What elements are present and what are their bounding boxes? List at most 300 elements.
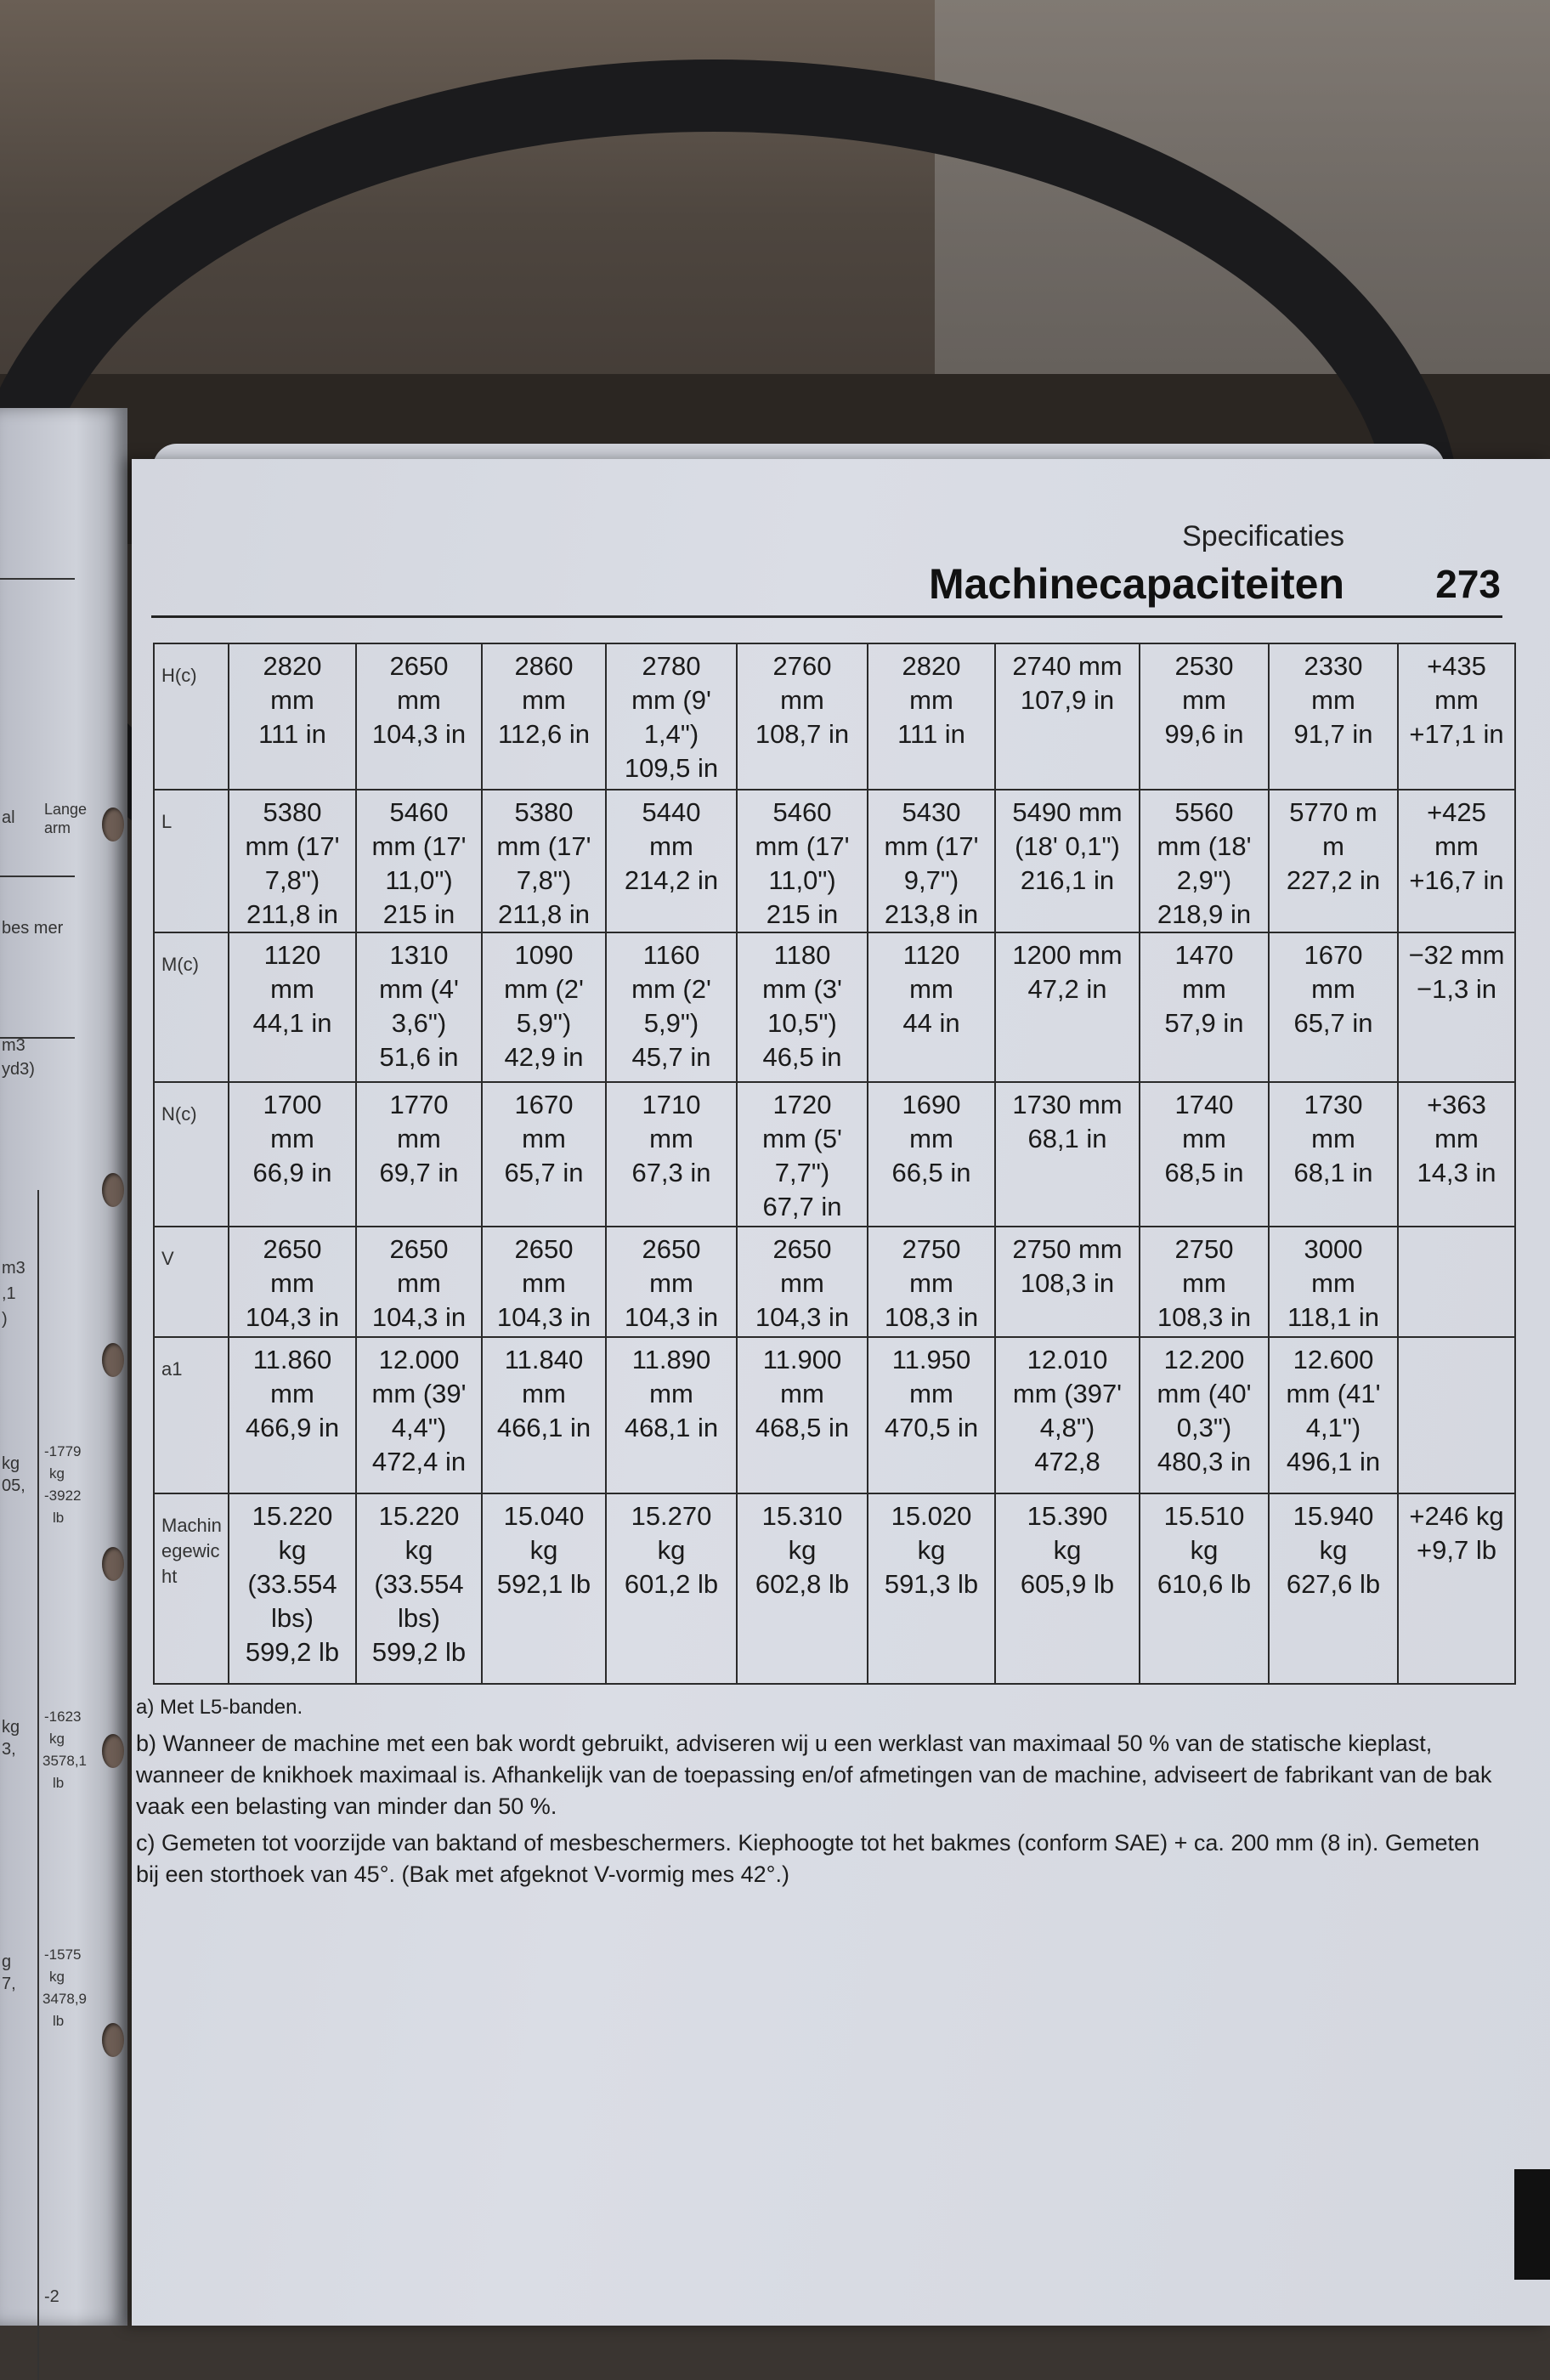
cell-line: 5380	[514, 797, 574, 827]
cell-line: 605,9 lb	[1020, 1569, 1115, 1599]
cell-line: 4,1")	[1305, 1413, 1361, 1442]
row-label-line: Machin	[161, 1515, 222, 1536]
binder-hole	[102, 2023, 124, 2057]
table-cell	[995, 1493, 1140, 1684]
left-page-text: -1575	[44, 1946, 82, 1963]
cell-line: +9,7 lb	[1417, 1535, 1496, 1565]
cell-line: 2750	[1174, 1234, 1234, 1264]
cell-line: 108,3 in	[884, 1302, 979, 1332]
cell-line: mm	[909, 1379, 953, 1408]
cell-line: 1710	[642, 1090, 701, 1119]
cell-line: mm	[397, 685, 441, 715]
cell-line: 610,6 lb	[1157, 1569, 1252, 1599]
table-cell	[995, 643, 1140, 790]
binder-hole	[102, 1734, 124, 1768]
left-page-text: kg	[49, 1465, 65, 1482]
cell-line: 215 in	[766, 899, 839, 929]
cell-line: 15.270	[631, 1501, 712, 1531]
table-cell	[1398, 643, 1515, 790]
cell-line: 67,3 in	[631, 1158, 711, 1187]
table-cell	[229, 932, 356, 1082]
left-page-text: -1779	[44, 1443, 82, 1459]
cell-line: 472,4 in	[371, 1447, 467, 1476]
cell-line: mm	[270, 1124, 314, 1153]
cell-line: mm	[270, 1268, 314, 1298]
cell-line: 5460	[389, 797, 449, 827]
cell-line: 15.510	[1163, 1501, 1245, 1531]
table-cell	[229, 790, 356, 932]
cell-line: lbs)	[398, 1603, 440, 1633]
cell-line: mm (3'	[762, 974, 842, 1004]
cell-line: 7,7")	[774, 1158, 830, 1187]
cell-line: 1700	[263, 1090, 322, 1119]
left-page-rule	[0, 876, 75, 877]
cell-line: (33.554	[247, 1569, 337, 1599]
cell-line: kg	[278, 1535, 307, 1565]
cell-line: lbs)	[271, 1603, 314, 1633]
table-cell	[737, 932, 868, 1082]
left-page-text: kg	[49, 1969, 65, 1985]
capacity-table-body	[154, 643, 1515, 1684]
table-cell	[606, 643, 737, 790]
binder-hole	[102, 808, 124, 842]
table-cell	[229, 1337, 356, 1493]
cell-line: mm (17'	[884, 831, 979, 861]
cell-line: 480,3 in	[1157, 1447, 1252, 1476]
cell-line: 65,7 in	[504, 1158, 584, 1187]
cell-line: mm (5'	[762, 1124, 842, 1153]
table-cell	[1140, 1337, 1269, 1493]
cell-line: 2650	[642, 1234, 701, 1264]
table-cell	[482, 1337, 606, 1493]
cell-line: 91,7 in	[1293, 719, 1373, 749]
cell-line: 2750 mm	[1012, 1234, 1123, 1264]
cell-line: 15.310	[761, 1501, 843, 1531]
row-label: a1	[154, 1337, 229, 1493]
cell-line: 215 in	[382, 899, 455, 929]
table-cell	[356, 643, 482, 790]
cell-line: 14,3 in	[1417, 1158, 1496, 1187]
cell-line: mm (40'	[1157, 1379, 1252, 1408]
cell-line: 1120	[263, 940, 321, 970]
page-index-tab	[1514, 2169, 1550, 2280]
cell-line: 66,9 in	[252, 1158, 332, 1187]
cell-line: 2650	[389, 1234, 449, 1264]
cell-line: mm (397'	[1012, 1379, 1123, 1408]
cell-line: kg	[404, 1535, 433, 1565]
left-page-text: 3,	[2, 1740, 16, 1759]
cell-line: 1730 mm	[1012, 1090, 1123, 1119]
cell-line: 104,3 in	[371, 1302, 467, 1332]
table-cell	[356, 1337, 482, 1493]
left-page-text: al	[2, 808, 15, 827]
cell-line: 592,1 lb	[496, 1569, 591, 1599]
cell-line: 470,5 in	[884, 1413, 979, 1442]
cell-line: 2330	[1304, 651, 1363, 681]
cell-line: 10,5")	[767, 1008, 837, 1038]
cell-line: mm (17'	[496, 831, 591, 861]
cell-line: 466,9 in	[245, 1413, 340, 1442]
cell-line: mm	[1311, 1124, 1355, 1153]
cell-line: −32 mm	[1408, 940, 1505, 970]
table-cell	[1269, 1337, 1398, 1493]
cell-line: 2,9")	[1176, 865, 1232, 895]
left-page-text: g	[2, 1952, 12, 1971]
table-row	[154, 643, 1515, 790]
cell-line: mm	[1182, 1124, 1226, 1153]
cell-line: 5380	[263, 797, 322, 827]
table-cell	[995, 790, 1140, 932]
cell-line: mm (17'	[371, 831, 467, 861]
cell-line: 2650	[263, 1234, 322, 1264]
table-cell	[356, 1493, 482, 1684]
cell-line: kg	[788, 1535, 817, 1565]
cell-line: mm	[1182, 1268, 1226, 1298]
cell-line: 5490 mm	[1012, 797, 1123, 827]
cell-line: 11.890	[631, 1345, 711, 1374]
table-cell	[1140, 932, 1269, 1082]
table-cell	[1269, 643, 1398, 790]
cell-line: 468,1 in	[624, 1413, 719, 1442]
table-cell	[737, 1337, 868, 1493]
cell-line: 3000	[1304, 1234, 1363, 1264]
cell-line: 104,3 in	[624, 1302, 719, 1332]
table-cell	[868, 1082, 995, 1227]
cell-line: 2760	[772, 651, 832, 681]
table-cell	[356, 790, 482, 932]
left-page-text: kg	[2, 1454, 20, 1473]
left-page-text: -3922	[44, 1488, 82, 1504]
page-title: Machinecapaciteiten	[928, 560, 1344, 608]
left-page-text: -2	[44, 2287, 59, 2306]
table-cell	[482, 1493, 606, 1684]
row-label: M(c)	[154, 932, 229, 1082]
cell-line: 11.840	[504, 1345, 584, 1374]
cell-line: 15.220	[378, 1501, 460, 1531]
table-cell	[229, 643, 356, 790]
table-cell	[1398, 1227, 1515, 1337]
cell-line: 104,3 in	[245, 1302, 340, 1332]
table-cell	[1140, 1082, 1269, 1227]
cell-line: mm (18'	[1157, 831, 1252, 861]
table-cell	[1140, 790, 1269, 932]
cell-line: 213,8 in	[884, 899, 979, 929]
footnote-c: c) Gemeten tot voorzijde van baktand of mesbeschermers. Kiephoogte tot het bakmes (conform SAE) + ca. 200 mm (8 in). Gemeten bij een storthoek van 45°. (Bak met afgeknot V-vormig mes 42°.)	[136, 1830, 1479, 1887]
left-page-vertical-rule	[37, 1190, 39, 2380]
row-label-line: ht	[161, 1566, 178, 1587]
cell-line: 599,2 lb	[245, 1637, 340, 1667]
table-cell	[868, 790, 995, 932]
table-row	[154, 1493, 1515, 1684]
table-cell	[737, 790, 868, 932]
cell-line: 15.220	[252, 1501, 333, 1531]
cell-line: 5430	[902, 797, 961, 827]
table-cell	[868, 932, 995, 1082]
page-number: 273	[1435, 562, 1501, 606]
table-cell	[1269, 932, 1398, 1082]
cell-line: 2740 mm	[1012, 651, 1123, 681]
cell-line: 627,6 lb	[1286, 1569, 1381, 1599]
table-cell	[356, 932, 482, 1082]
table-row	[154, 790, 1515, 932]
table-cell	[995, 1227, 1140, 1337]
cell-line: mm	[522, 685, 566, 715]
cell-line: mm	[649, 1268, 693, 1298]
cell-line: mm	[780, 685, 824, 715]
cell-line: 104,3 in	[371, 719, 467, 749]
left-page-text: kg	[2, 1718, 20, 1737]
cell-line: 68,1 in	[1293, 1158, 1373, 1187]
table-cell	[1398, 1493, 1515, 1684]
cell-line: kg	[1053, 1535, 1082, 1565]
cell-line: 211,8 in	[246, 899, 338, 929]
cell-line: mm	[1182, 974, 1226, 1004]
table-cell	[868, 1337, 995, 1493]
cell-line: 2650	[389, 651, 449, 681]
cell-line: 44 in	[902, 1008, 960, 1038]
left-page-text: bes mer	[2, 919, 64, 938]
table-row	[154, 1337, 1515, 1493]
cell-line: 5440	[642, 797, 701, 827]
cell-line: 0,3")	[1176, 1413, 1232, 1442]
cell-line: mm (41'	[1286, 1379, 1381, 1408]
table-cell	[995, 1082, 1140, 1227]
cell-line: 46,5 in	[762, 1042, 842, 1072]
cell-line: kg	[1190, 1535, 1219, 1565]
cell-line: 1770	[389, 1090, 449, 1119]
cell-line: +16,7 in	[1409, 865, 1504, 895]
cell-line: 466,1 in	[496, 1413, 591, 1442]
cell-line: 4,8")	[1039, 1413, 1095, 1442]
cell-line: 42,9 in	[504, 1042, 584, 1072]
cell-line: 599,2 lb	[371, 1637, 467, 1667]
cell-line: 1470	[1174, 940, 1234, 970]
left-page-text: -1623	[44, 1708, 82, 1725]
table-cell	[606, 1082, 737, 1227]
cell-line: mm	[780, 1379, 824, 1408]
footnote-a: a) Met L5-banden.	[136, 1696, 303, 1719]
cell-line: mm	[270, 685, 314, 715]
table-cell	[868, 1227, 995, 1337]
cell-line: 3,6")	[391, 1008, 447, 1038]
table-cell	[1398, 932, 1515, 1082]
table-cell	[229, 1227, 356, 1337]
cell-line: 111 in	[258, 719, 326, 749]
cell-line: mm	[1434, 685, 1479, 715]
cell-line: mm	[649, 1124, 693, 1153]
left-page-text: lb	[53, 1510, 65, 1526]
cell-line: mm (17'	[755, 831, 850, 861]
cell-line: 15.390	[1027, 1501, 1108, 1531]
table-cell	[606, 1227, 737, 1337]
left-page-text: 7,	[2, 1975, 16, 1993]
cell-line: mm (39'	[371, 1379, 467, 1408]
capacity-table	[153, 643, 1516, 1685]
table-cell	[229, 1493, 356, 1684]
cell-line: mm	[1434, 1124, 1479, 1153]
cell-line: mm (9'	[631, 685, 711, 715]
cell-line: mm	[270, 1379, 314, 1408]
cell-line: 2820	[902, 651, 961, 681]
cell-line: 65,7 in	[1293, 1008, 1373, 1038]
cell-line: 109,5 in	[624, 753, 719, 783]
cell-line: 68,5 in	[1164, 1158, 1244, 1187]
left-page-rule	[0, 578, 75, 580]
cell-line: 472,8	[1034, 1447, 1100, 1476]
cell-line: 11.900	[762, 1345, 842, 1374]
cell-line: 45,7 in	[631, 1042, 711, 1072]
cell-line: mm	[1311, 1268, 1355, 1298]
row-label-line: egewic	[161, 1540, 220, 1561]
cell-line: mm	[522, 1124, 566, 1153]
cell-line: mm (4'	[379, 974, 459, 1004]
footnote-b: b) Wanneer de machine met een bak wordt gebruikt, adviseren wij u een werklast van maximaal 50 % van de statische kieplast, wanneer de knikhoek maximaal is. Afhankelijk van de toepassing en/of afmetingen van de machine, adviseert de fabrikant van de bak vaak een belasting van minder dan 50 %.	[136, 1731, 1492, 1819]
cell-line: mm	[397, 1124, 441, 1153]
cell-line: 2530	[1174, 651, 1234, 681]
cell-line: mm	[1311, 974, 1355, 1004]
table-cell	[868, 643, 995, 790]
cell-line: mm	[649, 831, 693, 861]
binder-hole	[102, 1173, 124, 1207]
row-label: H(c)	[154, 643, 229, 790]
cell-line: 9,7")	[903, 865, 959, 895]
cell-line: 118,1 in	[1287, 1302, 1379, 1332]
left-facing-page	[0, 408, 127, 2326]
cell-line: kg	[657, 1535, 686, 1565]
cell-line: 108,7 in	[755, 719, 850, 749]
footnotes	[136, 1692, 1504, 1896]
cell-line: mm	[1182, 685, 1226, 715]
cell-line: +435	[1427, 651, 1486, 681]
cell-line: mm	[1311, 685, 1355, 715]
cell-line: 11.860	[252, 1345, 332, 1374]
cell-line: +425	[1427, 797, 1486, 827]
cell-line: 1160	[642, 940, 700, 970]
cell-line: 1120	[902, 940, 960, 970]
table-cell	[606, 790, 737, 932]
cell-line: 12.600	[1293, 1345, 1374, 1374]
cell-line: mm	[909, 974, 953, 1004]
cell-line: +17,1 in	[1409, 719, 1504, 749]
header-rule	[151, 615, 1502, 618]
cell-line: 1670	[514, 1090, 574, 1119]
left-page-text: m3	[2, 1036, 25, 1055]
row-label: L	[154, 790, 229, 932]
cell-line: kg	[529, 1535, 558, 1565]
table-cell	[356, 1082, 482, 1227]
cell-line: 1180	[773, 940, 831, 970]
cell-line: mm	[522, 1268, 566, 1298]
cell-line: 15.020	[891, 1501, 972, 1531]
row-label	[154, 1493, 229, 1684]
cell-line: 218,9 in	[1157, 899, 1252, 929]
table-cell	[482, 1227, 606, 1337]
cell-line: kg	[917, 1535, 946, 1565]
table-cell	[1398, 790, 1515, 932]
cell-line: 216,1 in	[1020, 865, 1115, 895]
cell-line: 111 in	[897, 719, 965, 749]
cell-line: 66,5 in	[891, 1158, 971, 1187]
cell-line: 227,2 in	[1286, 865, 1381, 895]
cell-line: mm (17'	[245, 831, 340, 861]
cell-line: 112,6 in	[497, 719, 590, 749]
cell-line: 1690	[902, 1090, 961, 1119]
cell-line: 211,8 in	[497, 899, 590, 929]
row-label: V	[154, 1227, 229, 1337]
cell-line: mm	[909, 685, 953, 715]
cell-line: 591,3 lb	[884, 1569, 979, 1599]
left-page-text: m3	[2, 1259, 25, 1278]
table-cell	[356, 1227, 482, 1337]
cell-line: 4,4")	[391, 1413, 447, 1442]
cell-line: 107,9 in	[1020, 685, 1115, 715]
cell-line: 108,3 in	[1020, 1268, 1115, 1298]
cell-line: 1730	[1304, 1090, 1363, 1119]
left-page-text: 3578,1	[42, 1753, 87, 1769]
table-cell	[229, 1082, 356, 1227]
binder-hole	[102, 1343, 124, 1377]
cell-line: −1,3 in	[1417, 974, 1496, 1004]
cell-line: 7,8")	[516, 865, 572, 895]
left-page-text: lb	[53, 1775, 65, 1791]
cell-line: mm (2'	[504, 974, 584, 1004]
cell-line: 69,7 in	[379, 1158, 459, 1187]
cell-line: 104,3 in	[496, 1302, 591, 1332]
table-cell	[1269, 1082, 1398, 1227]
cell-line: mm	[397, 1268, 441, 1298]
cell-line: 214,2 in	[624, 865, 719, 895]
cell-line: (18' 0,1")	[1015, 831, 1120, 861]
cell-line: m	[1322, 831, 1344, 861]
table-row	[154, 1227, 1515, 1337]
cell-line: 7,8")	[264, 865, 320, 895]
cell-line: 2860	[514, 651, 574, 681]
cell-line: 1200 mm	[1012, 940, 1123, 970]
table-cell	[482, 1082, 606, 1227]
table-cell	[606, 932, 737, 1082]
cell-line: kg	[1319, 1535, 1348, 1565]
table-cell	[1398, 1337, 1515, 1493]
cell-line: 99,6 in	[1164, 719, 1244, 749]
cell-line: 68,1 in	[1027, 1124, 1107, 1153]
cell-line: 44,1 in	[252, 1008, 332, 1038]
table-cell	[1269, 1227, 1398, 1337]
cell-line: 12.010	[1027, 1345, 1108, 1374]
cell-line: mm	[909, 1124, 953, 1153]
cell-line: 2780	[642, 651, 701, 681]
cell-line: 2750	[902, 1234, 961, 1264]
table-cell	[606, 1493, 737, 1684]
table-cell	[737, 1493, 868, 1684]
cell-line: 2650	[772, 1234, 832, 1264]
left-page-text: 05,	[2, 1476, 25, 1495]
cell-line: 1,4")	[643, 719, 699, 749]
cell-line: +363	[1427, 1090, 1486, 1119]
cell-line: 5560	[1174, 797, 1234, 827]
cell-line: 57,9 in	[1164, 1008, 1244, 1038]
cell-line: mm	[780, 1268, 824, 1298]
cell-line: 5770 m	[1289, 797, 1377, 827]
cell-line: 108,3 in	[1157, 1302, 1252, 1332]
cell-line: +246 kg	[1409, 1501, 1504, 1531]
cell-line: 11.950	[891, 1345, 971, 1374]
table-cell	[995, 932, 1140, 1082]
cell-line: 47,2 in	[1027, 974, 1107, 1004]
table-cell	[737, 1082, 868, 1227]
left-page-text: 3478,9	[42, 1991, 87, 2007]
table-cell	[1269, 1493, 1398, 1684]
section-header: Specificaties	[1182, 520, 1344, 552]
